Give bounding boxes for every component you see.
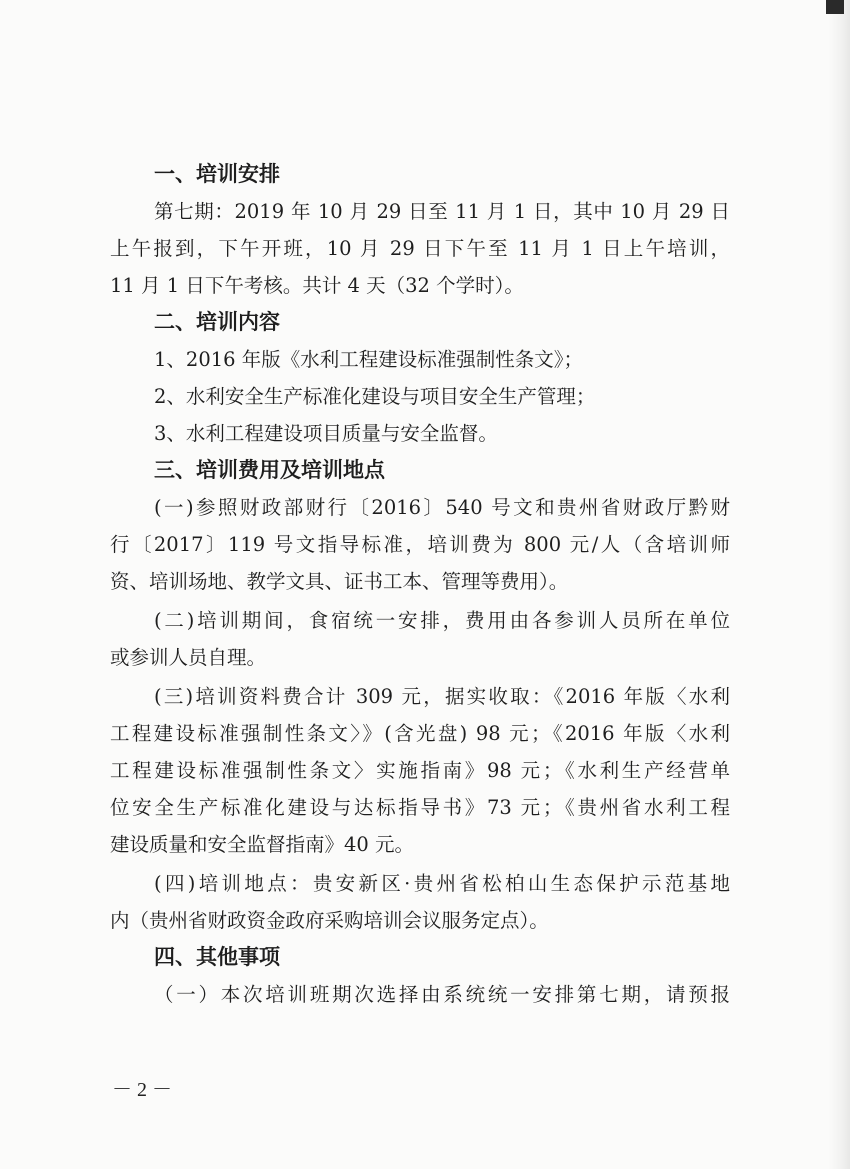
paragraph-line: (四)培训地点：贵安新区·贵州省松柏山生态保护示范基地 [154,872,730,895]
paragraph-line: （一）本次培训班期次选择由系统统一安排第七期，请预报 [154,983,730,1006]
scan-corner-mark [826,0,844,14]
paragraph-line: 建设质量和安全监督指南》40 元。 [110,833,415,856]
paragraph-line: (二)培训期间，食宿统一安排，费用由各参训人员所在单位 [154,609,730,632]
scan-edge-shadow [828,0,850,1169]
section-heading-2: 二、培训内容 [154,310,280,334]
paragraph-line: 工程建设标准强制性条文〉实施指南》98 元；《水利生产经营单 [110,759,730,782]
section-heading-4: 四、其他事项 [154,945,280,969]
paragraph-line: 上午报到，下午开班，10 月 29 日下午至 11 月 1 日上午培训， [110,237,730,260]
paragraph-line: 位安全生产标准化建设与达标指导书》73 元；《贵州省水利工程 [110,796,730,819]
paragraph-line: (一)参照财政部财行〔2016〕540 号文和贵州省财政厅黔财 [154,496,730,519]
page-number: － 2 － [112,1079,172,1101]
section-heading-1: 一、培训安排 [154,162,280,186]
paragraph-line: 内（贵州省财政资金政府采购培训会议服务定点）。 [110,909,549,932]
paragraph-line: 11 月 1 日下午考核。共计 4 天（32 个学时）。 [110,274,524,297]
list-item: 1、2016 年版《水利工程建设标准强制性条文》； [154,348,583,371]
document-body [110,158,730,1011]
paragraph-line: 行〔2017〕119 号文指导标准，培训费为 800 元/人（含培训师 [110,533,730,556]
list-item: 2、水利安全生产标准化建设与项目安全生产管理； [154,385,596,408]
paragraph-line: 或参训人员自理。 [110,646,267,669]
list-item: 3、水利工程建设项目质量与安全监督。 [154,422,498,445]
paragraph-line: 工程建设标准强制性条文〉》(含光盘) 98 元；《2016 年版〈水利 [110,722,730,745]
section-heading-3: 三、培训费用及培训地点 [154,458,385,482]
paragraph-line: (三)培训资料费合计 309 元，据实收取：《2016 年版〈水利 [154,685,730,708]
paragraph-line: 第七期：2019 年 10 月 29 日至 11 月 1 日，其中 10 月 29 日 [154,200,730,223]
paragraph-line: 资、培训场地、教学文具、证书工本、管理等费用）。 [110,570,569,593]
